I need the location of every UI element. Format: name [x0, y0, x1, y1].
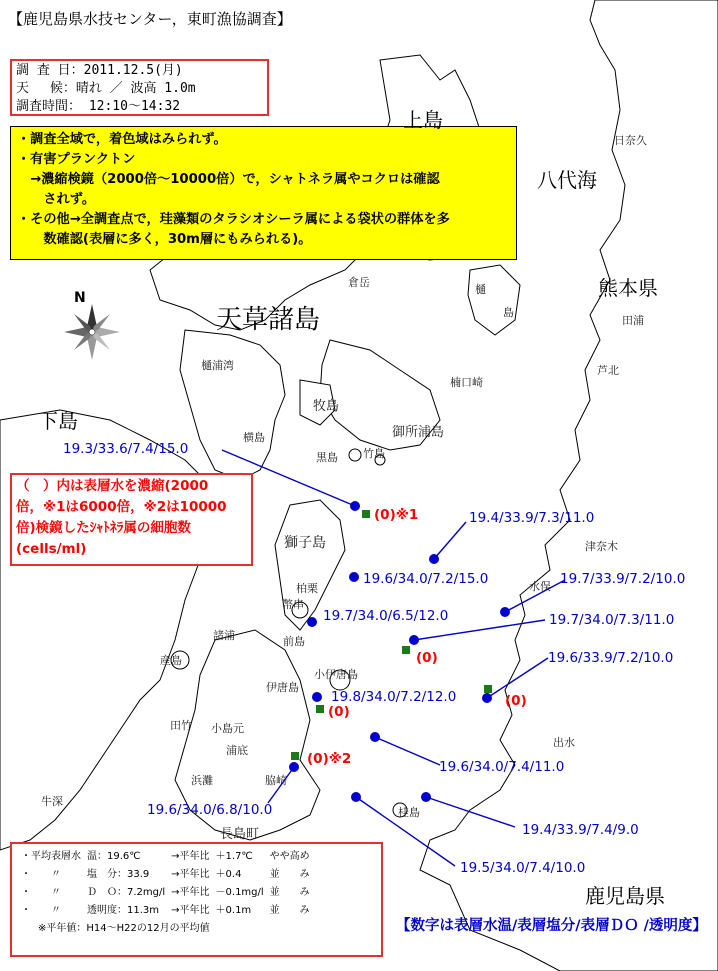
place-katsuragi: 桂島: [398, 806, 420, 819]
place-shoura2: 浦底: [226, 744, 248, 757]
note-line: (cells/ml): [16, 541, 87, 557]
chattonella-count: (0): [328, 704, 350, 720]
summary-line: されず。: [17, 192, 96, 207]
row-label: ・ 〃: [21, 905, 61, 916]
station-label: 19.4/33.9/7.3/11.0: [469, 510, 595, 526]
place-kuraoka: 倉岳: [348, 276, 370, 289]
row-value: 塩 分：33.9: [87, 869, 150, 880]
station-label: 19.6/33.9/7.2/10.0: [548, 650, 674, 666]
place-izumi: 出水: [553, 736, 575, 749]
survey-weather: 天 候：晴れ ／ 波高 1.0m: [16, 81, 196, 96]
chattonella-count: (0)※2: [307, 751, 352, 767]
place-misakizaki: 楠口崎: [450, 376, 483, 389]
station-label: 19.3/33.6/7.4/15.0: [63, 441, 189, 457]
place-koikara: 小伊唐島: [314, 668, 358, 681]
survey-time: 調査時間： 12:10～14:32: [16, 99, 181, 114]
table-row: [18, 848, 313, 866]
summary-line: ・その他→全調査点で，珪藻類のタラシオシーラ属による袋状の群体を多: [17, 212, 450, 227]
place-sanjima: 産島: [160, 654, 182, 667]
place-goshoura: 御所浦島: [392, 425, 445, 440]
summary-box: [10, 126, 517, 260]
place-ikaraj: 伊唐島: [266, 681, 299, 694]
place-tanaka: 田竹: [170, 719, 192, 732]
survey-date: 調 査 日：2011.12.5(月): [16, 63, 183, 78]
row-value: Ｄ Ｏ：7.2mg/l: [87, 887, 166, 898]
place-hinagu: 日奈久: [614, 134, 647, 147]
station-label: 19.7/33.9/7.2/10.0: [560, 571, 686, 587]
station-label: 19.6/34.0/7.2/15.0: [363, 571, 489, 587]
place-shoura: 諸浦: [213, 629, 235, 642]
row-label: ・ 〃: [21, 887, 61, 898]
station-label: 19.6/34.0/7.4/11.0: [439, 759, 565, 775]
row-value: 透明度：11.3m: [87, 905, 160, 916]
note-line: （ ）内は表層水を濃縮(2000: [16, 478, 209, 494]
value-caption: 【数字は表層水温/表層塩分/表層ＤＯ /透明度】: [396, 918, 707, 934]
row-value: 温：19.6℃: [87, 851, 141, 862]
note-line: 倍，※1は6000倍，※2は10000: [16, 499, 227, 515]
average-note: ※平年値：H14～H22の12月の平均値: [38, 923, 210, 934]
chattonella-count: (0): [416, 650, 438, 666]
place-tanoura: 田浦: [622, 314, 644, 327]
survey-info-box: [10, 59, 269, 116]
chattonella-note-box: [10, 473, 253, 566]
table-row: [18, 902, 313, 920]
row-compare: →平年比: [171, 905, 210, 916]
place-yatsushiro-sea: 八代海: [537, 168, 597, 192]
place-shishijima: 獅子島: [284, 535, 326, 551]
place-shimoshima: 下島: [38, 409, 78, 433]
row-status: やや高め: [269, 851, 310, 862]
amakusa-central: [180, 330, 285, 480]
row-compare: →平年比: [171, 851, 210, 862]
compass-rose: [64, 304, 120, 360]
place-nagashima: 長島町: [220, 827, 260, 842]
place-kagoshima: 鹿児島県: [585, 884, 665, 908]
summary-line: ・有害プランクトン: [17, 152, 136, 167]
station-label: 19.6/34.0/6.8/10.0: [147, 802, 273, 818]
place-kuroshima: 黒島: [316, 451, 338, 464]
summary-line: ・調査全域で，着色域はみられず。: [17, 132, 227, 147]
compass-n-label: N: [74, 290, 86, 306]
place-hinoura: 樋浦湾: [201, 359, 234, 372]
place-kamishima: 上島: [403, 108, 443, 132]
place-maeshima: 前島: [283, 635, 305, 648]
hi-island: [468, 265, 520, 335]
row-status: 並 み: [269, 887, 310, 898]
page-header: 【鹿児島県水技センター，東町漁協調査】: [8, 10, 292, 28]
place-gyobuka: 牛深: [41, 795, 63, 808]
row-diff: ＋0.4: [215, 869, 242, 880]
row-status: 並 み: [269, 869, 310, 880]
place-tsunagi: 津奈木: [585, 540, 618, 553]
table-row: [18, 884, 313, 902]
place-hi: 樋: [475, 283, 486, 296]
note-line: 倍)検鏡したｼｬﾄﾈﾗ属の細胞数: [16, 520, 191, 536]
average-values-box: [10, 842, 383, 957]
row-label: ・ 〃: [21, 869, 61, 880]
place-amakusa: 天草諸島: [216, 305, 321, 335]
station-label: 19.7/34.0/7.3/11.0: [549, 612, 675, 628]
table-row: [18, 866, 313, 884]
average-table: [18, 848, 313, 920]
station-label: 19.4/33.9/7.4/9.0: [522, 822, 639, 838]
place-takeshima: 竹島: [363, 447, 385, 460]
station-label: 19.5/34.0/7.4/10.0: [460, 860, 586, 876]
place-hamanada: 浜灘: [191, 774, 213, 787]
summary-line: →濃縮検鏡（2000倍～10000倍）で，シャトネラ属やコクロは確認: [17, 172, 440, 187]
row-label: ・平均表層水: [21, 851, 81, 862]
place-wakiura: 脇崎: [265, 774, 287, 787]
chattonella-count: (0): [505, 693, 527, 709]
place-minamata: 水俣: [529, 580, 551, 593]
row-status: 並 み: [269, 905, 310, 916]
row-diff: ＋1.7℃: [215, 851, 253, 862]
place-kashiwa: 柏栗: [296, 582, 318, 595]
row-diff: ＋0.1m: [215, 905, 252, 916]
summary-line: 数確認(表層に多く，30m層にもみられる)。: [17, 232, 312, 247]
place-shima: 島: [503, 306, 514, 319]
place-makishima: 牧島: [313, 399, 340, 414]
station-label: 19.8/34.0/7.2/12.0: [331, 689, 457, 705]
place-kumamoto: 熊本県: [598, 276, 658, 300]
place-momotsu: 幣串: [282, 598, 304, 611]
station-label: 19.7/34.0/6.5/12.0: [323, 608, 449, 624]
row-compare: →平年比: [171, 887, 210, 898]
row-compare: →平年比: [171, 869, 210, 880]
place-kojimamoto: 小島元: [211, 722, 244, 735]
place-yokoshima: 横島: [243, 431, 265, 444]
row-diff: －0.1mg/l: [215, 887, 264, 898]
place-ashikita: 芦北: [597, 364, 619, 377]
chattonella-count: (0)※1: [374, 507, 419, 523]
